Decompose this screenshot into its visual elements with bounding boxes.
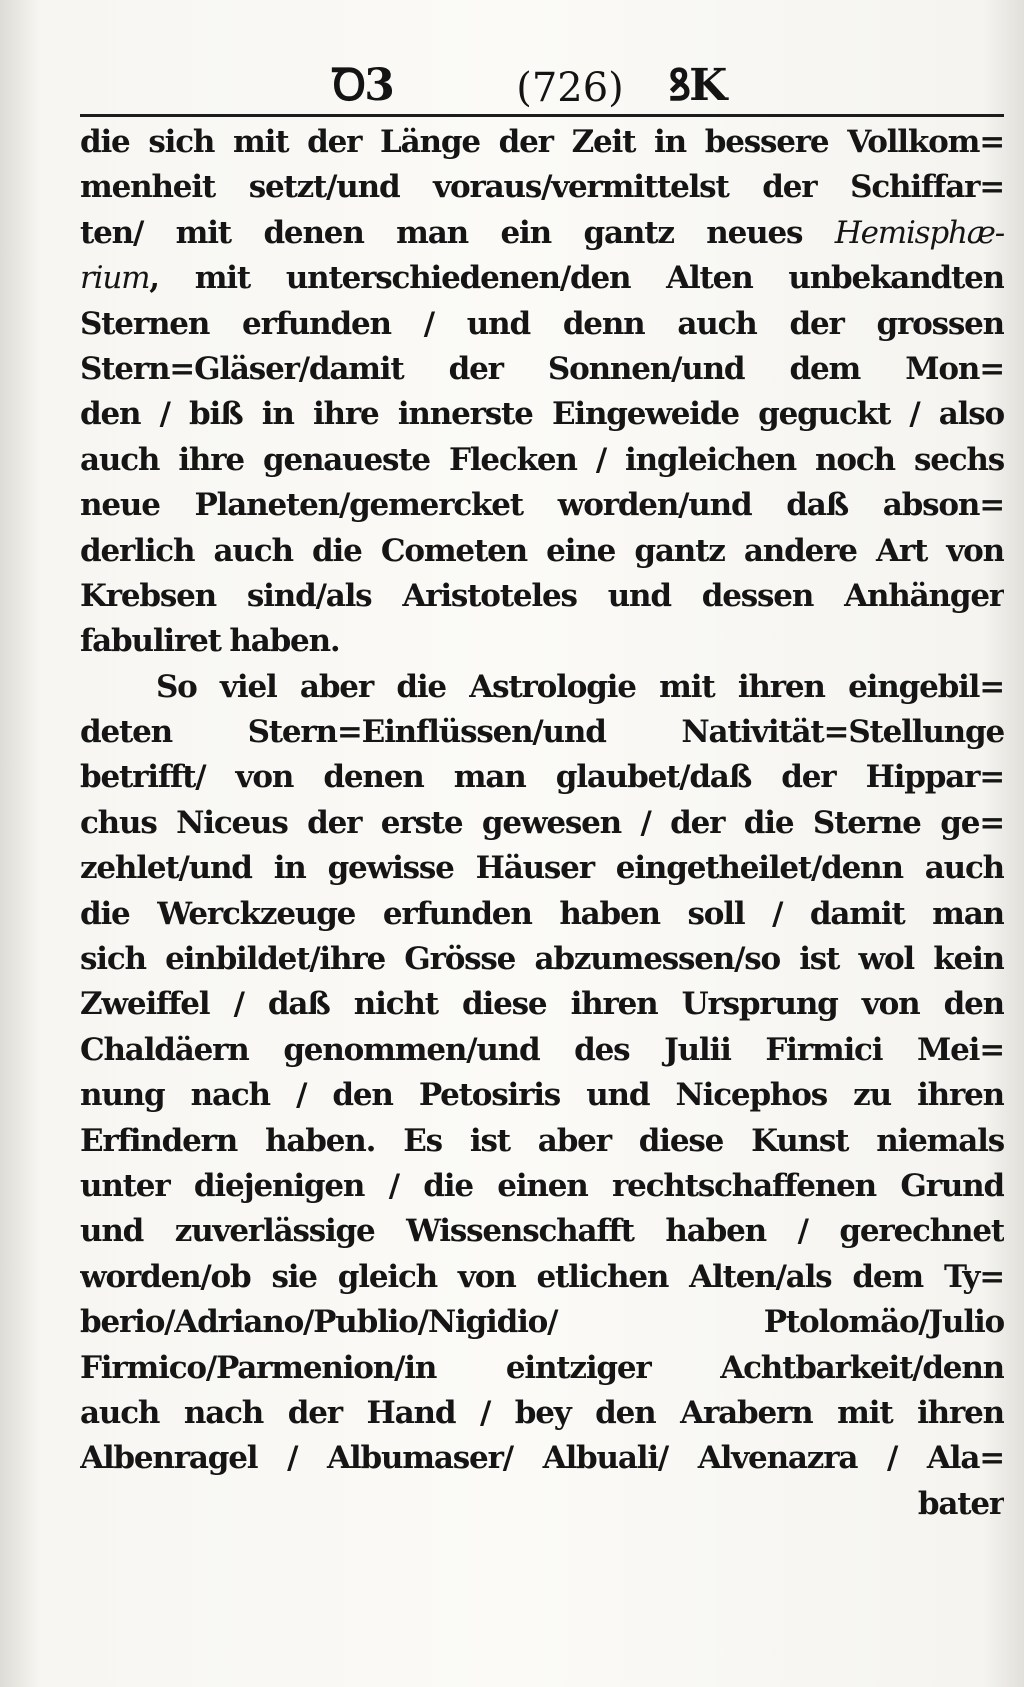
text-line: Sternen erfunden / und denn auch der grossen (80, 305, 1004, 342)
text-line: auch ihre genaueste Flecken / ingleichen noch sechs (80, 441, 1004, 478)
text-line: Erfindern haben. Es ist aber diese Kunst niemals (80, 1122, 1004, 1159)
page-number: (726) (516, 65, 624, 111)
text-line: menheit setzt/und voraus/vermittelst der Schiffar= (80, 169, 1004, 206)
text-line: derlich auch die Cometen eine gantz andere Art von (80, 532, 1004, 569)
text-line: berio/Adriano/Publio/Nigidio/ Ptolomäo/Julio (80, 1304, 1004, 1341)
header-rule (80, 114, 1004, 117)
text-line: Chaldäern genommen/und des Julii Firmici Mei= (80, 1031, 1004, 1068)
text-line (80, 256, 1004, 301)
text-run: ten/ mit denen man ein gantz neues (80, 214, 803, 251)
text-line: worden/ob sie gleich von etlichen Alten/als dem Ty= (80, 1258, 1004, 1295)
text-run: , mit unterschiedenen/den Alten unbekandten (149, 260, 1004, 297)
latin-term: Hemisphæ- (834, 214, 1004, 251)
text-line: Albenragel / Albumaser/ Albuali/ Alvenazra / Ala= (80, 1440, 1004, 1477)
text-line: die sich mit der Länge der Zeit in bessere Vollkom= (80, 124, 1004, 160)
ornament-left: Ꝺ3 (332, 60, 393, 111)
text-line: So viel aber die Astrologie mit ihren eingebil= (156, 668, 1004, 705)
text-line: nung nach / den Petosiris und Nicephos zu ihren (80, 1077, 1004, 1114)
catchword: bater (917, 1485, 1004, 1522)
text-line: auch nach der Hand / bey den Arabern mit ihren (80, 1394, 1004, 1431)
text-line: den / biß in ihre innerste Eingeweide geguckt / also (80, 396, 1004, 433)
text-line: unter diejenigen / die einen rechtschaffenen Grund (80, 1167, 1004, 1204)
text-line: Stern=Gläser/damit der Sonnen/und dem Mon= (80, 350, 1004, 387)
body-text (80, 120, 1004, 1527)
text-line: deten Stern=Einflüssen/und Nativität=Stellunge (80, 714, 1004, 751)
text-line: Krebsen sind/als Aristoteles und dessen Anhänger (80, 577, 1004, 614)
text-line (80, 211, 1004, 256)
text-line: neue Planeten/gemercket worden/und daß abson= (80, 487, 1004, 524)
text-line: sich einbildet/ihre Grösse abzumessen/so ist wol kein (80, 941, 1004, 978)
text-line: zehlet/und in gewisse Häuser eingetheilet/denn auch (80, 850, 1004, 887)
text-line: Zweiffel / daß nicht diese ihren Ursprung von den (80, 986, 1004, 1023)
running-head (80, 60, 1000, 118)
ornament-right: ꝸK (668, 60, 726, 111)
latin-term: rium (80, 260, 150, 297)
text-line: fabuliret haben. (80, 623, 340, 660)
text-line: und zuverlässige Wissenschafft haben / gerechnet (80, 1213, 1004, 1250)
text-line: Firmico/Parmenion/in eintziger Achtbarkeit/denn (80, 1349, 1004, 1386)
text-line: chus Niceus der erste gewesen / der die Sterne ge= (80, 804, 1004, 841)
text-line: die Werckzeuge erfunden haben soll / damit man (80, 895, 1004, 932)
text-line: betrifft/ von denen man glaubet/daß der Hippar= (80, 759, 1004, 796)
